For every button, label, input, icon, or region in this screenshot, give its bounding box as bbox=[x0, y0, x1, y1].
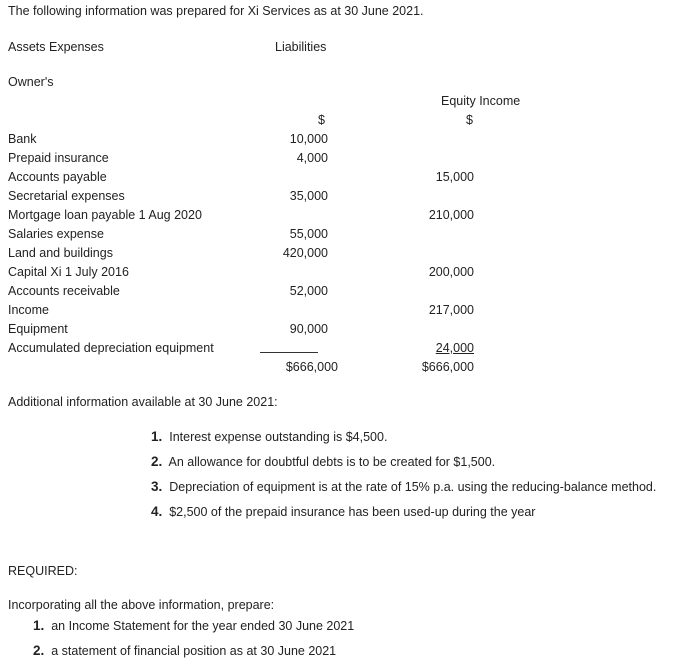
list-text: a statement of financial position as at 30 June 2021 bbox=[51, 644, 337, 658]
row-debit: 420,000 bbox=[282, 246, 328, 260]
table-row bbox=[0, 303, 700, 318]
list-text: $2,500 of the prepaid insurance has been used-up during the year bbox=[169, 505, 536, 519]
row-debit: 52,000 bbox=[289, 284, 328, 298]
required-heading: REQUIRED: bbox=[8, 564, 78, 578]
header-liabilities: Liabilities bbox=[275, 40, 327, 54]
table-row bbox=[0, 341, 700, 356]
debit-total: $666,000 bbox=[285, 360, 338, 374]
row-debit: 10,000 bbox=[289, 132, 328, 146]
row-label: Accounts receivable bbox=[8, 284, 120, 298]
row-credit: 24,000 bbox=[435, 341, 474, 355]
row-label: Income bbox=[8, 303, 49, 317]
list-item bbox=[151, 479, 656, 495]
list-text: an Income Statement for the year ended 30 June 2021 bbox=[51, 619, 355, 633]
dollar-sign-debit: $ bbox=[318, 113, 325, 127]
intro-text: The following information was prepared for Xi Services as at 30 June 2021. bbox=[8, 4, 424, 18]
list-item bbox=[33, 643, 336, 659]
table-row bbox=[0, 265, 700, 280]
list-number: 4. bbox=[151, 504, 163, 519]
row-debit: 90,000 bbox=[289, 322, 328, 336]
row-credit: 200,000 bbox=[428, 265, 474, 279]
table-row bbox=[0, 132, 700, 147]
row-credit: 15,000 bbox=[435, 170, 474, 184]
row-label: Salaries expense bbox=[8, 227, 104, 241]
row-credit: 210,000 bbox=[428, 208, 474, 222]
table-row bbox=[0, 227, 700, 242]
row-label: Equipment bbox=[8, 322, 68, 336]
additional-heading: Additional information available at 30 June 2021: bbox=[8, 395, 278, 409]
table-row bbox=[0, 246, 700, 261]
header-assets-expenses: Assets Expenses bbox=[8, 40, 104, 54]
credit-total: $666,000 bbox=[421, 360, 474, 374]
list-number: 2. bbox=[151, 454, 163, 469]
list-number: 2. bbox=[33, 643, 45, 658]
row-label: Mortgage loan payable 1 Aug 2020 bbox=[8, 208, 202, 222]
list-number: 1. bbox=[151, 429, 163, 444]
row-debit: 4,000 bbox=[296, 151, 328, 165]
table-row bbox=[0, 170, 700, 185]
list-text: An allowance for doubtful debts is to be created for $1,500. bbox=[168, 455, 496, 469]
table-row bbox=[0, 284, 700, 299]
list-number: 1. bbox=[33, 618, 45, 633]
row-label: Bank bbox=[8, 132, 37, 146]
row-label: Land and buildings bbox=[8, 246, 113, 260]
table-row bbox=[0, 189, 700, 204]
table-row bbox=[0, 322, 700, 337]
table-row bbox=[0, 151, 700, 166]
row-label: Capital Xi 1 July 2016 bbox=[8, 265, 129, 279]
row-credit: 217,000 bbox=[428, 303, 474, 317]
row-debit: 55,000 bbox=[289, 227, 328, 241]
list-item bbox=[151, 454, 495, 470]
list-item bbox=[151, 504, 535, 520]
list-item bbox=[33, 618, 354, 634]
list-item bbox=[151, 429, 387, 445]
row-label: Prepaid insurance bbox=[8, 151, 109, 165]
table-row bbox=[0, 208, 700, 223]
row-debit: 35,000 bbox=[289, 189, 328, 203]
totals-row bbox=[0, 360, 700, 375]
header-equity-income: Equity Income bbox=[441, 94, 521, 108]
list-number: 3. bbox=[151, 479, 163, 494]
header-owners: Owner's bbox=[8, 75, 54, 89]
list-text: Interest expense outstanding is $4,500. bbox=[169, 430, 388, 444]
list-text: Depreciation of equipment is at the rate of 15% p.a. using the reducing-balance method. bbox=[169, 480, 657, 494]
row-label: Accounts payable bbox=[8, 170, 107, 184]
instruction-text: Incorporating all the above information, prepare: bbox=[8, 598, 275, 612]
row-label: Accumulated depreciation equipment bbox=[8, 341, 214, 355]
debit-total-rule bbox=[260, 352, 318, 353]
row-label: Secretarial expenses bbox=[8, 189, 125, 203]
dollar-sign-credit: $ bbox=[466, 113, 473, 127]
